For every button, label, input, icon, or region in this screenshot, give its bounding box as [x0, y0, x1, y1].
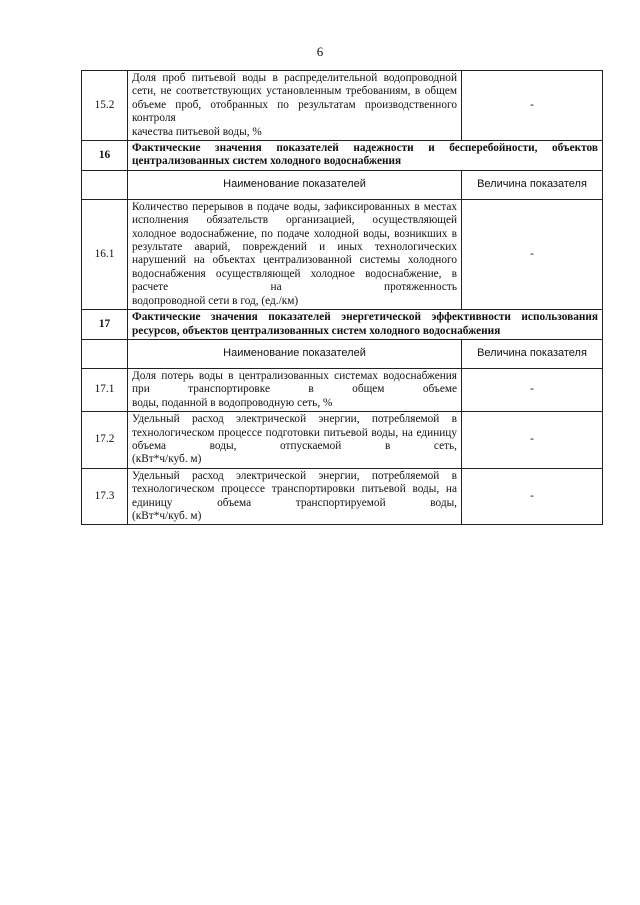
column-header-row: [82, 339, 603, 368]
table-row: [82, 199, 603, 309]
section-title: Фактические значения показателей энергетической эффективности использования ресурсов, объектов централизованных систем холодного водоснабжения: [128, 310, 603, 340]
value-column-header: Величина показателя: [462, 170, 603, 199]
indicator-value: -: [462, 199, 603, 309]
indicator-description: Удельный расход электрической энергии, потребляемой в технологическом процессе подготовки питьевой воды, на единицу объема воды, отпускаемой в сеть, (кВт*ч/куб. м): [128, 412, 462, 469]
table-row: [82, 71, 603, 141]
indicator-description: Количество перерывов в подаче воды, зафиксированных в местах исполнения обязательств организацией, осуществляющей холодное водоснабжение, по подаче холодной воды, возникших в результате аварий, повреждений и иных технологических нарушений на объектах централизованной системы холодного водоснабжения осуществляющей холодное водоснабжение, в расчете на протяженность водопроводной сети в год, (ед./км): [128, 199, 462, 309]
empty-cell: [82, 170, 128, 199]
table-row: [82, 412, 603, 469]
indicator-description: Доля потерь воды в централизованных системах водоснабжения при транспортировке в общем объеме воды, поданной в водопроводную сеть, %: [128, 368, 462, 411]
indicator-description: Удельный расход электрической энергии, потребляемой в технологическом процессе транспортировки питьевой воды, на единицу объема транспортируемой воды, (кВт*ч/куб. м): [128, 468, 462, 525]
indicator-value: -: [462, 412, 603, 469]
indicators-table: [81, 70, 603, 525]
row-number: 17.1: [82, 368, 128, 411]
row-number: 15.2: [82, 71, 128, 141]
row-number: 17.2: [82, 412, 128, 469]
table-row: [82, 368, 603, 411]
section-number: 16: [82, 141, 128, 171]
indicator-value: -: [462, 368, 603, 411]
column-header-row: [82, 170, 603, 199]
section-row: [82, 141, 603, 171]
name-column-header: Наименование показателей: [128, 339, 462, 368]
section-number: 17: [82, 310, 128, 340]
indicator-value: -: [462, 71, 603, 141]
indicator-description: Доля проб питьевой воды в распределительной водопроводной сети, не соответствующих установленным требованиям, в общем объеме проб, отобранных по результатам производственного контроля качества питьевой воды, %: [128, 71, 462, 141]
value-column-header: Величина показателя: [462, 339, 603, 368]
empty-cell: [82, 339, 128, 368]
row-number: 16.1: [82, 199, 128, 309]
section-row: [82, 310, 603, 340]
table-row: [82, 468, 603, 525]
page-number: 6: [316, 44, 324, 59]
indicator-value: -: [462, 468, 603, 525]
row-number: 17.3: [82, 468, 128, 525]
name-column-header: Наименование показателей: [128, 170, 462, 199]
section-title: Фактические значения показателей надежности и бесперебойности, объектов централизованных систем холодного водоснабжения: [128, 141, 603, 171]
